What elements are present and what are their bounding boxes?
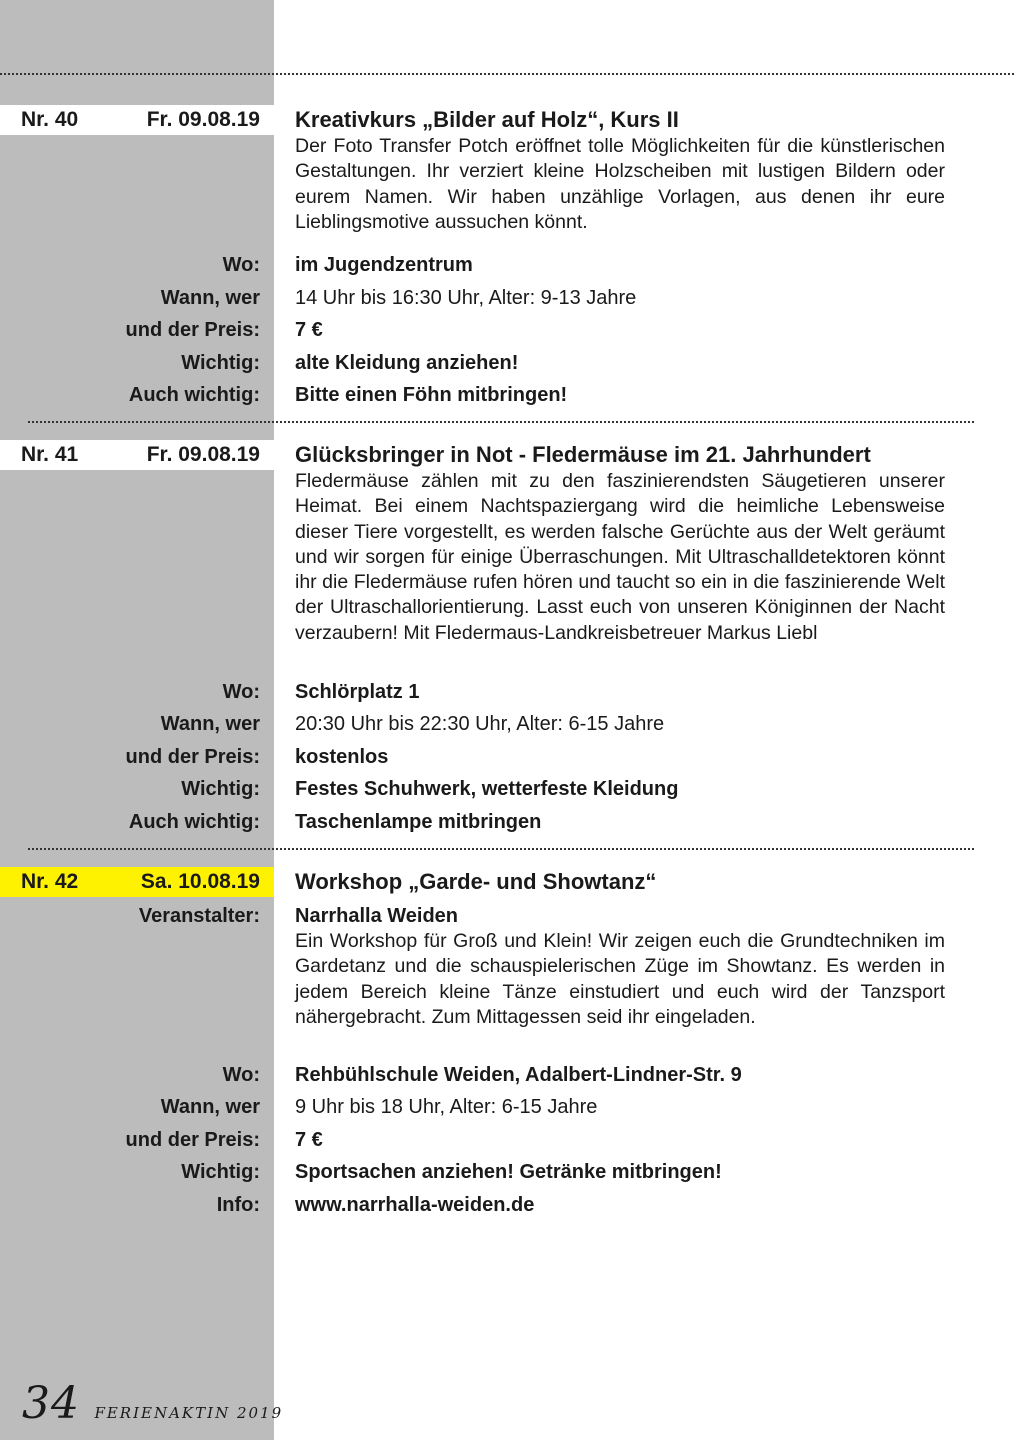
entry-date: Fr. 09.08.19 bbox=[146, 443, 260, 466]
label-wo: Wo: bbox=[222, 681, 260, 703]
entry-date: Sa. 10.08.19 bbox=[140, 870, 260, 893]
page-number: 34 bbox=[22, 1378, 80, 1429]
label-wichtig: Wichtig: bbox=[181, 778, 260, 800]
value-auch-wichtig: Taschenlampe mitbringen bbox=[295, 811, 542, 833]
value-wichtig: Festes Schuhwerk, wetterfeste Kleidung bbox=[295, 778, 679, 800]
label-wann: Wann, wer bbox=[160, 1096, 260, 1118]
value-wichtig: Sportsachen anziehen! Getränke mitbringen! bbox=[295, 1161, 722, 1183]
footer-brand: FERIENAKTIN 2019 bbox=[94, 1404, 284, 1422]
entry-number: Nr. 40 bbox=[21, 108, 79, 131]
label-veranstalter: Veranstalter: bbox=[138, 905, 260, 927]
value-wichtig: alte Kleidung anziehen! bbox=[295, 352, 519, 374]
entry-header-bar bbox=[0, 440, 274, 470]
entry-number: Nr. 41 bbox=[21, 443, 79, 466]
label-preis: und der Preis: bbox=[125, 746, 260, 768]
label-wann: Wann, wer bbox=[160, 713, 260, 735]
entry-title: Glücksbringer in Not - Fledermäuse im 21. Jahrhundert bbox=[295, 442, 871, 467]
entry-header-bar bbox=[0, 105, 274, 135]
value-wo: im Jugendzentrum bbox=[295, 254, 473, 276]
entry-title: Kreativkurs „Bilder auf Holz“, Kurs II bbox=[295, 107, 679, 132]
entry-description: Ein Workshop für Groß und Klein! Wir zeigen euch die Grundtechniken im Gardetanz und die schauspielerischen Züge im Showtanz. Es werden in jedem Bereich kleine Tänze einstudiert und euch wird der Tanzsport nähergebracht. Zum Mittagessen seid ihr eingeladen. bbox=[295, 930, 945, 1028]
value-preis: 7 € bbox=[295, 319, 323, 341]
label-auch-wichtig: Auch wichtig: bbox=[128, 384, 260, 406]
value-info[interactable]: www.narrhalla-weiden.de bbox=[295, 1194, 535, 1216]
value-preis: 7 € bbox=[295, 1129, 323, 1151]
value-wann: 20:30 Uhr bis 22:30 Uhr, Alter: 6-15 Jahre bbox=[295, 713, 665, 735]
label-wann: Wann, wer bbox=[160, 287, 260, 309]
label-auch-wichtig: Auch wichtig: bbox=[128, 811, 260, 833]
value-wann: 14 Uhr bis 16:30 Uhr, Alter: 9-13 Jahre bbox=[295, 287, 637, 309]
value-preis: kostenlos bbox=[295, 746, 389, 768]
entry-number: Nr. 42 bbox=[21, 870, 79, 893]
value-auch-wichtig: Bitte einen Föhn mitbringen! bbox=[295, 384, 568, 406]
value-wo: Rehbühlschule Weiden, Adalbert-Lindner-Str. 9 bbox=[295, 1064, 742, 1086]
page-footer bbox=[22, 1378, 283, 1429]
entry-header-bar-highlighted bbox=[0, 867, 274, 897]
entry-description: Fledermäuse zählen mit zu den faszinierendsten Säugetieren unserer Heimat. Bei einem Nachtspaziergang wird die heimliche Lebensweise dieser Tiere vorgestellt, es werden falsche Gerüchte aus der Welt geräumt und wir sorgen für einige Überraschungen. Mit Ultraschalldetektoren könnt ihr die Fledermäuse rufen hören und taucht so ein in die faszinierende Welt der Ultraschallorientierung. Lasst euch von unseren Königinnen der Nacht verzaubern! Mit Fledermaus-Landkreisbetreuer Markus Liebl bbox=[295, 470, 945, 644]
label-preis: und der Preis: bbox=[125, 319, 260, 341]
label-preis: und der Preis: bbox=[125, 1129, 260, 1151]
value-wann: 9 Uhr bis 18 Uhr, Alter: 6-15 Jahre bbox=[295, 1096, 598, 1118]
entry-title: Workshop „Garde- und Showtanz“ bbox=[295, 869, 657, 894]
entry-description: Der Foto Transfer Potch eröffnet tolle Möglichkeiten für die künstlerischen Gestaltungen. Ihr verziert kleine Holzscheiben mit lustigen Bildern oder eurem Namen. Wir haben unzählige Vorlagen, aus denen ihr eure Lieblingsmotive aussuchen könnt. bbox=[295, 135, 945, 233]
entry-date: Fr. 09.08.19 bbox=[146, 108, 260, 131]
label-wo: Wo: bbox=[222, 254, 260, 276]
value-veranstalter: Narrhalla Weiden bbox=[295, 905, 459, 927]
top-divider bbox=[0, 73, 1014, 75]
label-wo: Wo: bbox=[222, 1064, 260, 1086]
entry-divider bbox=[28, 848, 974, 850]
label-wichtig: Wichtig: bbox=[181, 1161, 260, 1183]
label-wichtig: Wichtig: bbox=[181, 352, 260, 374]
value-wo: Schlörplatz 1 bbox=[295, 681, 420, 703]
label-info: Info: bbox=[216, 1194, 260, 1216]
entry-divider bbox=[28, 421, 974, 423]
